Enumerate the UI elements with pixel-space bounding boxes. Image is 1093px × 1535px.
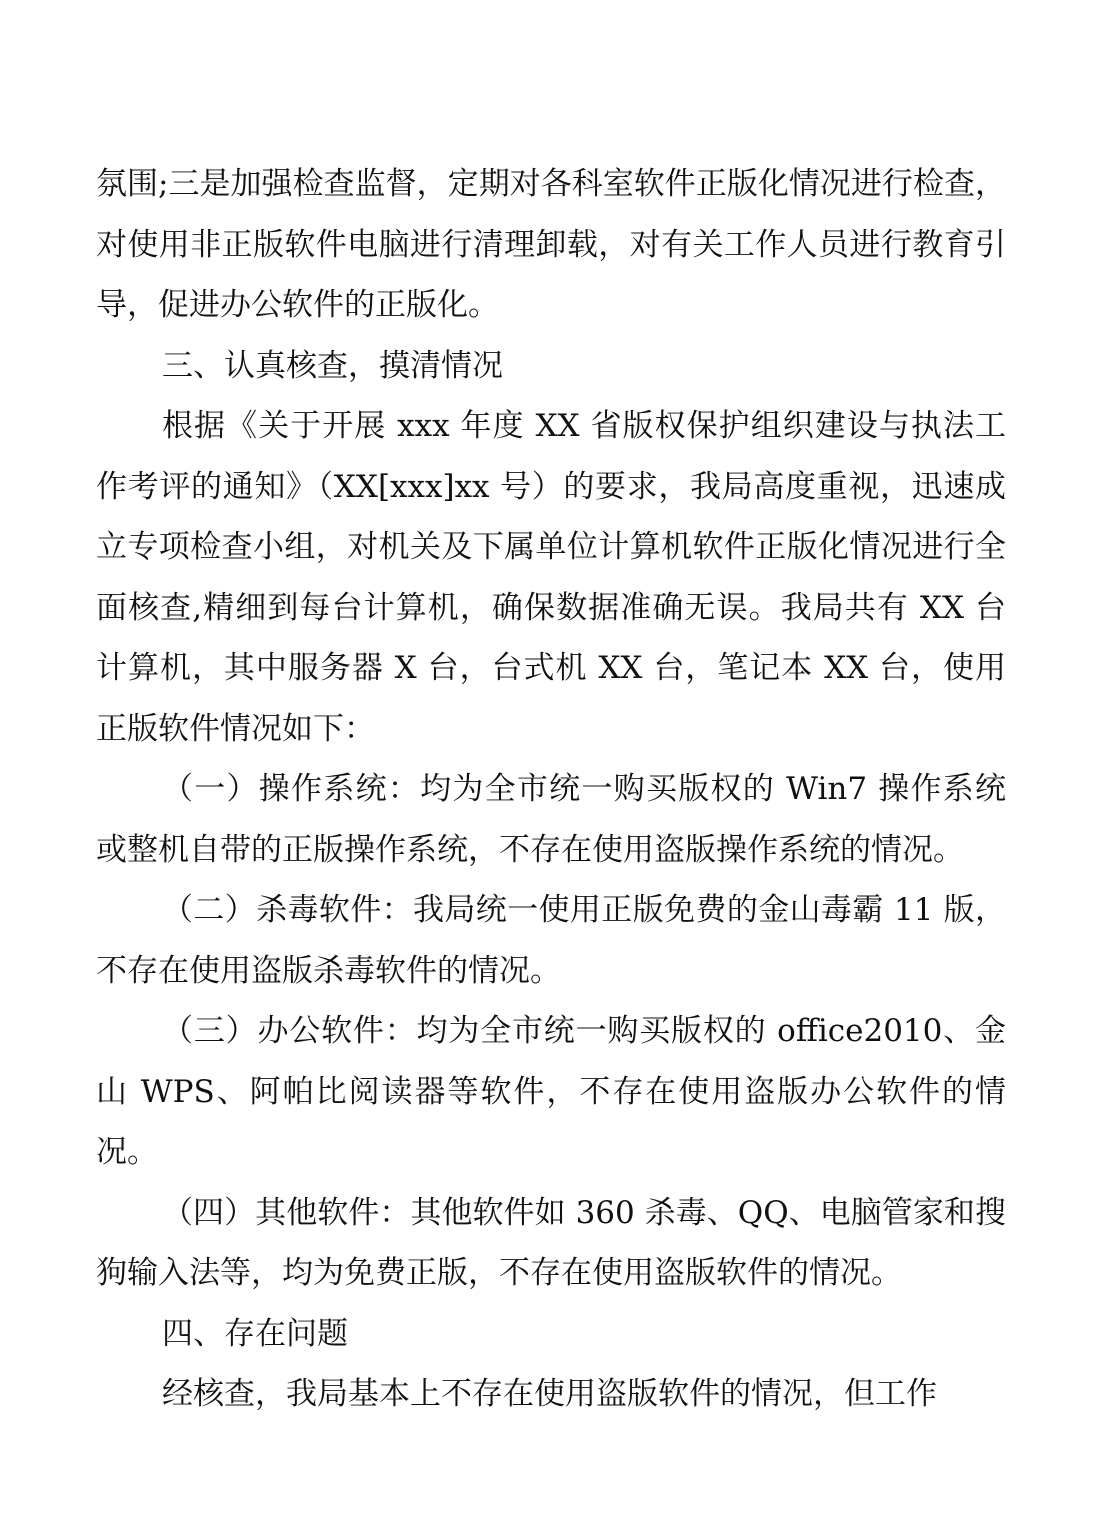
paragraph-office-software: （三）办公软件：均为全市统一购买版权的 office2010、金山 WPS、阿帕比阅读器等软件，不存在使用盗版办公软件的情况。: [96, 1013, 1006, 1170]
paragraph-other-software: （四）其他软件：其他软件如 360 杀毒、QQ、电脑管家和搜狗输入法等，均为免费正版，不存在使用盗版软件的情况。: [96, 1194, 1006, 1291]
paragraph-antivirus: （二）杀毒软件：我局统一使用正版免费的金山毒霸 11 版，不存在使用盗版杀毒软件的情况。: [96, 892, 1006, 989]
section-heading-3: 三、认真核查，摸清情况: [162, 347, 503, 384]
paragraph-atmosphere-inspection: 氛围;三是加强检查监督，定期对各科室软件正版化情况进行检查，对使用非正版软件电脑进行清理卸载，对有关工作人员进行教育引导，促进办公软件的正版化。: [96, 166, 1006, 323]
paragraph-problems: 经核查，我局基本上不存在使用盗版软件的情况，但工作: [162, 1376, 937, 1412]
document-body: [96, 154, 1006, 1425]
paragraph-operating-system: （一）操作系统：均为全市统一购买版权的 Win7 操作系统或整机自带的正版操作系统，不存在使用盗版操作系统的情况。: [96, 771, 1006, 868]
section-heading-4: 四、存在问题: [162, 1315, 348, 1352]
paragraph-verification: 根据《关于开展 xxx 年度 XX 省版权保护组织建设与执法工作考评的通知》（XX[xxx]xx 号）的要求，我局高度重视，迅速成立专项检查小组，对机关及下属单位计算机软件正版化情况进行全面核查,精细到每台计算机，确保数据准确无误。我局共有 XX 台计算机，其中服务器 X 台，台式机 XX 台，笔记本 XX 台，使用正版软件情况如下：: [96, 408, 1006, 747]
